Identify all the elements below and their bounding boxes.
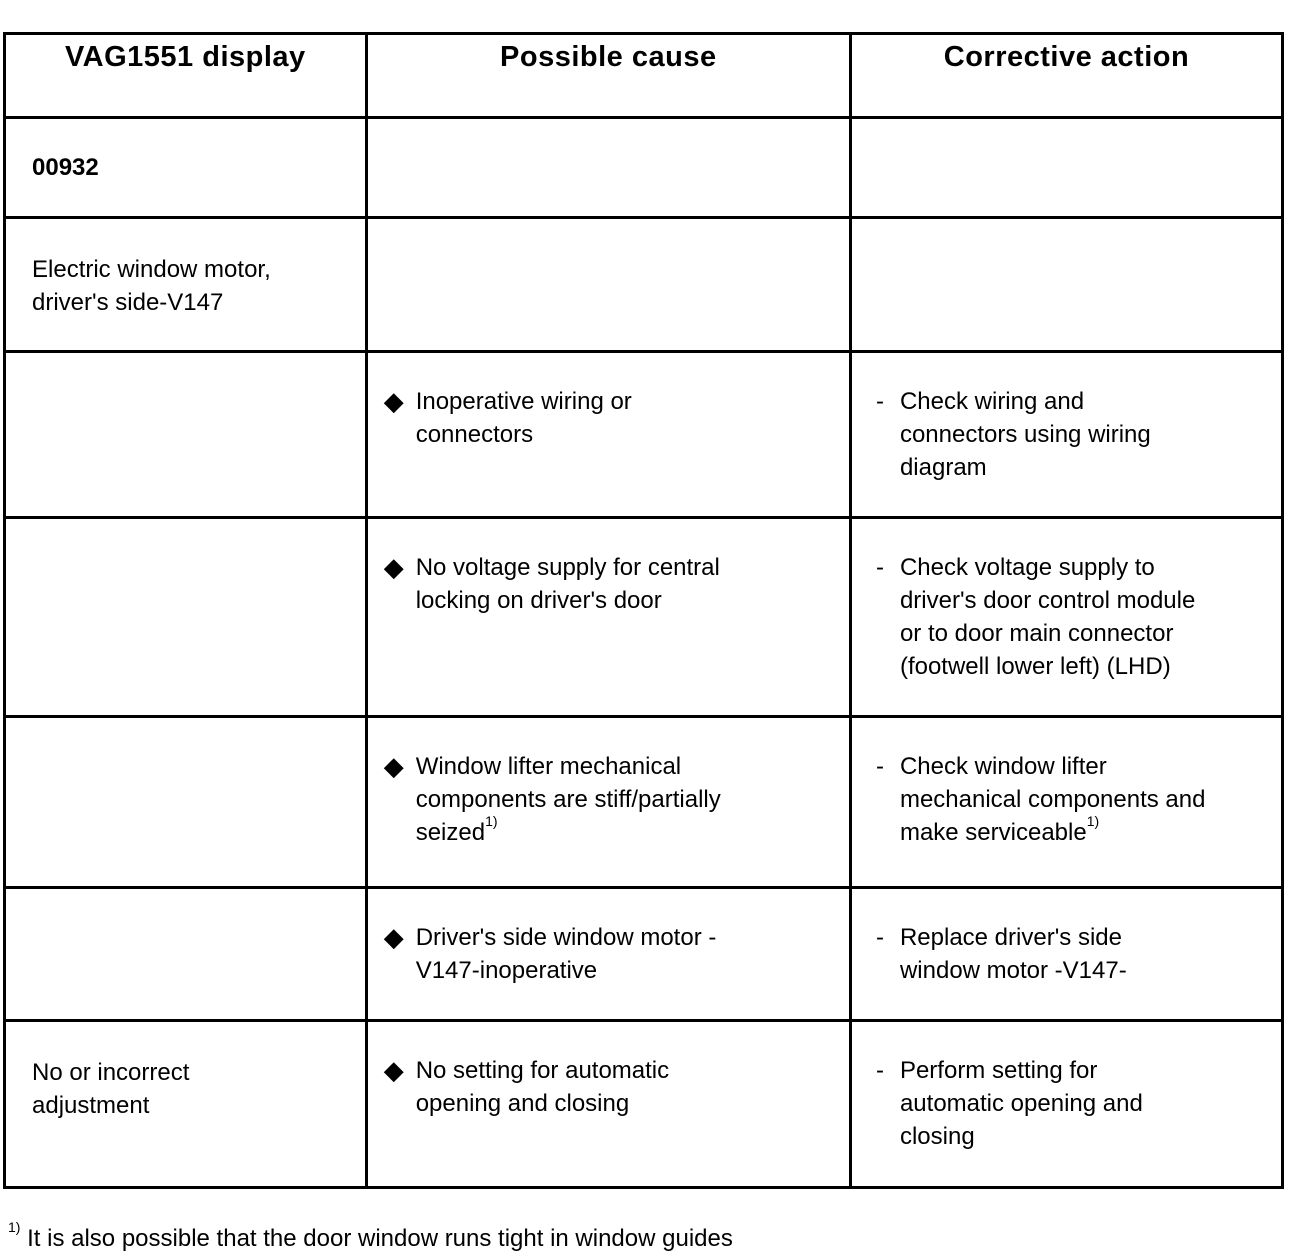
corrective-action: - Check window lifter mechanical components and make serviceable$^{1)}$ [852, 718, 1281, 849]
possible-cause: ◆ No setting for automatic opening and closing [383, 1055, 670, 1117]
diamond-bullet-icon: ◆ [383, 386, 404, 416]
table-row [5, 352, 1283, 518]
header-row [5, 34, 1283, 118]
diamond-bullet-icon: ◆ [383, 1055, 404, 1085]
dash-marker: - [875, 924, 884, 951]
corrective-action: - Replace driver's side window motor -V147- [852, 889, 1281, 987]
diamond-bullet-icon: ◆ [383, 552, 404, 582]
footnote-mark: 1) [8, 1219, 21, 1235]
empty-cell [5, 888, 367, 1021]
dash-marker: - [875, 1057, 884, 1084]
table-row [5, 218, 1283, 352]
footnote-ref: 1) [485, 813, 498, 829]
diamond-bullet-icon: ◆ [383, 751, 404, 781]
header-vag1551-display: VAG1551 display [5, 34, 367, 118]
component-name: Electric window motor, driver's side-V147 [32, 256, 271, 316]
table-row [5, 1021, 1283, 1188]
empty-cell [5, 352, 367, 518]
display-text: No or incorrect adjustment [32, 1059, 190, 1119]
header-corrective-action: Corrective action [850, 34, 1282, 118]
possible-cause: ◆ Driver's side window motor - V147-inoperative [383, 922, 717, 984]
fault-code: 00932 [32, 154, 99, 181]
empty-cell [850, 118, 1282, 218]
table-row [5, 717, 1283, 888]
empty-cell [366, 118, 850, 218]
corrective-action: - Check voltage supply to driver's door control module or to door main connector (footwell lower left) (LHD) [852, 519, 1281, 683]
footnote-text: It is also possible that the door window runs tight in window guides [27, 1225, 733, 1252]
empty-cell [5, 717, 367, 888]
table-row [5, 118, 1283, 218]
diamond-bullet-icon: ◆ [383, 922, 404, 952]
dash-marker: - [875, 554, 884, 581]
corrective-action: - Check wiring and connectors using wiring diagram [852, 353, 1281, 484]
possible-cause: ◆ No voltage supply for central locking on driver's door [383, 552, 720, 614]
table-row [5, 888, 1283, 1021]
possible-cause: ◆ Inoperative wiring or connectors [383, 386, 632, 448]
header-possible-cause: Possible cause [366, 34, 850, 118]
dash-marker: - [875, 753, 884, 780]
corrective-action: - Perform setting for automatic opening and closing [852, 1022, 1281, 1153]
footnote [8, 1219, 733, 1255]
table-row [5, 518, 1283, 717]
diagnostic-table [3, 32, 1284, 1189]
dash-marker: - [875, 388, 884, 415]
empty-cell [850, 218, 1282, 352]
footnote-ref: 1) [1086, 813, 1100, 829]
empty-cell [5, 518, 367, 717]
possible-cause: ◆ Window lifter mechanical components are stiff/partially seized$^{1)}$ [383, 751, 721, 846]
empty-cell [366, 218, 850, 352]
